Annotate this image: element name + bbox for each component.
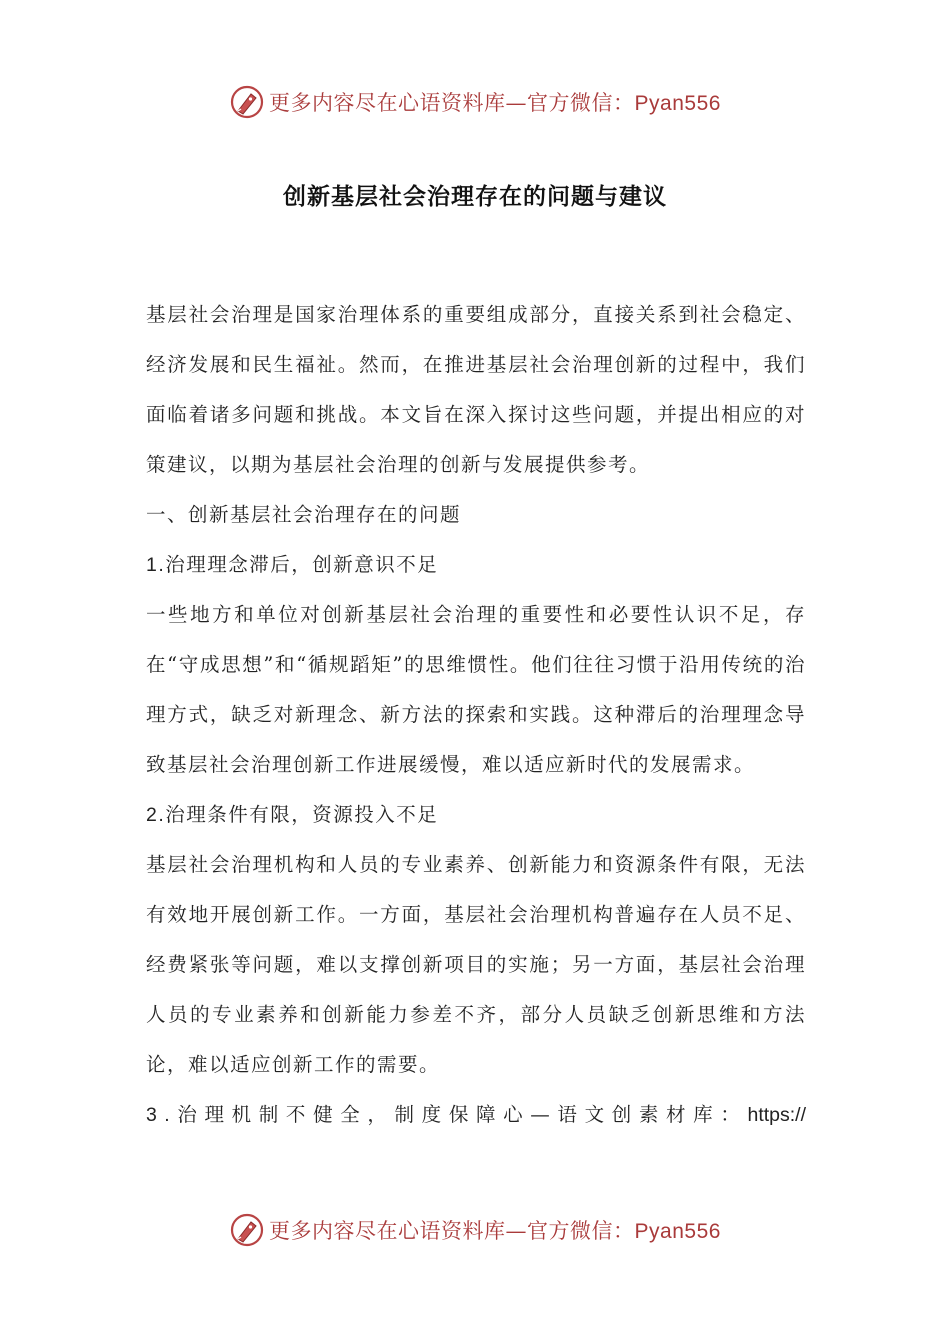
subsection-heading-3 [146, 1090, 806, 1140]
pen-nib-logo-icon [229, 1212, 265, 1248]
footer-watermark [0, 1208, 950, 1252]
watermark-text: 更多内容尽在心语资料库—官方微信：Pyan556 [269, 1219, 721, 1243]
subsection-number: 1. [146, 554, 166, 576]
section-heading: 一、创新基层社会治理存在的问题 [146, 503, 462, 526]
subsection-number: 3. [146, 1104, 178, 1126]
intro-paragraph: 基层社会治理是国家治理体系的重要组成部分，直接关系到社会稳定、经济发展和民生福祉。然而，在推进基层社会治理创新的过程中，我们面临着诸多问题和挑战。本文旨在深入探讨这些问题，并提出相应的对策建议，以期为基层社会治理的创新与发展提供参考。 [146, 303, 806, 476]
subsection-heading-1 [146, 540, 806, 590]
subsection-heading-2 [146, 790, 806, 840]
watermark-handle: Pyan556 [634, 1220, 721, 1243]
subsection-heading-text: 治理条件有限，资源投入不足 [165, 803, 439, 826]
document-title: 创新基层社会治理存在的问题与建议 [283, 183, 667, 210]
subsection-number: 2. [146, 804, 166, 826]
watermark-handle: Pyan556 [634, 92, 721, 115]
document-body [146, 290, 806, 1140]
pen-nib-logo-icon [229, 84, 265, 120]
header-watermark [0, 80, 950, 124]
source-url: https:// [747, 1104, 806, 1126]
subsection-heading-text: 治理理念滞后，创新意识不足 [165, 553, 439, 576]
watermark-text: 更多内容尽在心语资料库—官方微信：Pyan556 [269, 91, 721, 115]
subsection-body-2: 基层社会治理机构和人员的专业素养、创新能力和资源条件有限，无法有效地开展创新工作。一方面，基层社会治理机构普遍存在人员不足、经费紧张等问题，难以支撑创新项目的实施；另一方面，基层社会治理人员的专业素养和创新能力参差不齐，部分人员缺乏创新思维和方法论，难以适应创新工作的需要。 [146, 853, 806, 1076]
subsection-body-1: 一些地方和单位对创新基层社会治理的重要性和必要性认识不足，存在“守成思想”和“循规蹈矩”的思维惯性。他们往往习惯于沿用传统的治理方式，缺乏对新理念、新方法的探索和实践。这种滞后的治理理念导致基层社会治理创新工作进展缓慢，难以适应新时代的发展需求。 [146, 603, 806, 776]
subsection-heading-text: 治理机制不健全，制度保障心—语文创素材库： [177, 1103, 748, 1126]
